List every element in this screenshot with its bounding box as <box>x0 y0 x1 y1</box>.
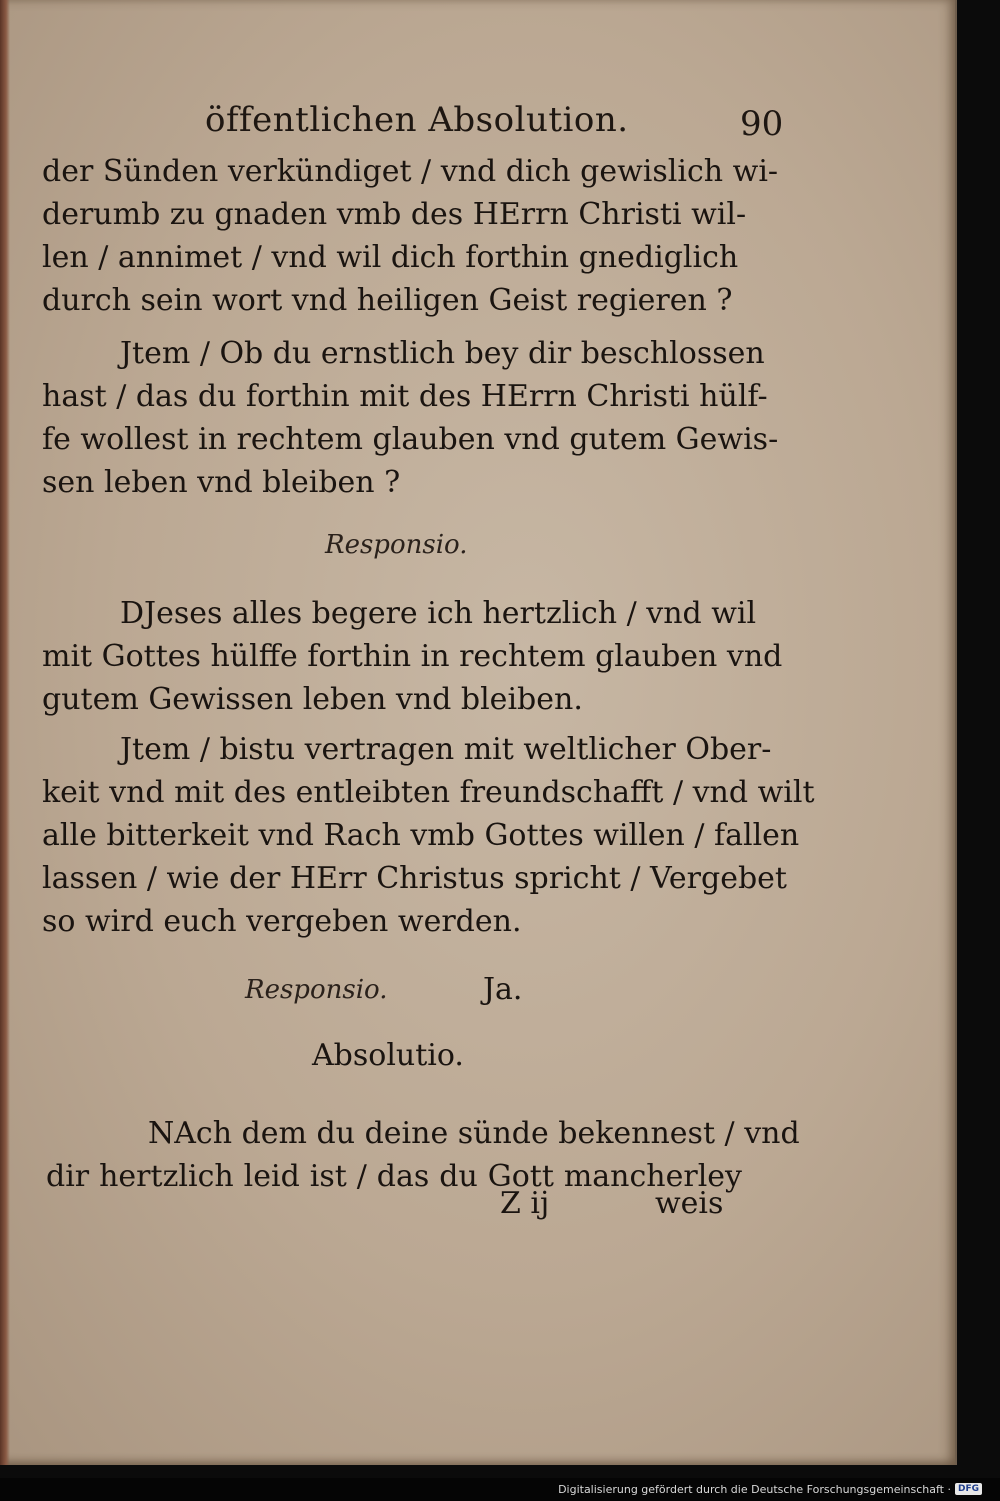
text-line: derumb zu gnaden vmb des HErrn Christi wil- <box>42 197 747 232</box>
text-line: alle bitterkeit vnd Rach vmb Gottes willen / fallen <box>42 818 800 853</box>
text-line: gutem Gewissen leben vnd bleiben. <box>42 682 583 717</box>
answer-ja: Ja. <box>483 972 523 1007</box>
text-line: der Sünden verkündiget / vnd dich gewislich wi- <box>42 154 779 189</box>
text-line: len / annimet / vnd wil dich forthin gnediglich <box>42 240 739 275</box>
text-line: fe wollest in rechtem glauben vnd gutem Gewis- <box>42 422 779 457</box>
signature-mark: Z ij <box>500 1186 550 1221</box>
text-line: NAch dem du deine sünde bekennest / vnd <box>148 1116 800 1151</box>
text-line: sen leben vnd bleiben ? <box>42 465 401 500</box>
text-line: durch sein wort vnd heiligen Geist regieren ? <box>42 283 733 318</box>
page-edge <box>0 0 10 1465</box>
absolutio-heading: Absolutio. <box>312 1038 464 1073</box>
page-number: 90 <box>740 104 784 144</box>
text-line: mit Gottes hülffe forthin in rechtem glauben vnd <box>42 639 783 674</box>
digitization-credit <box>558 1481 982 1497</box>
text-line: Jtem / bistu vertragen mit weltlicher Ober- <box>120 732 772 767</box>
text-line: DJeses alles begere ich hertzlich / vnd wil <box>120 596 757 631</box>
text-line: dir hertzlich leid ist / das du Gott mancherley <box>46 1159 742 1194</box>
responsio-heading: Responsio. <box>245 975 388 1005</box>
dfg-logo: DFG <box>955 1483 982 1495</box>
responsio-heading: Responsio. <box>325 530 468 560</box>
credit-text: Digitalisierung gefördert durch die Deutsche Forschungsgemeinschaft · <box>558 1482 951 1496</box>
text-line: lassen / wie der HErr Christus spricht / Vergebet <box>42 861 787 896</box>
text-line: keit vnd mit des entleibten freundschafft / vnd wilt <box>42 775 815 810</box>
catchword: weis <box>655 1186 724 1221</box>
text-line: hast / das du forthin mit des HErrn Christi hülf- <box>42 379 768 414</box>
running-title: öffentlichen Absolution. <box>205 100 629 140</box>
text-line: Jtem / Ob du ernstlich bey dir beschlossen <box>120 336 765 371</box>
text-line: so wird euch vergeben werden. <box>42 904 522 939</box>
